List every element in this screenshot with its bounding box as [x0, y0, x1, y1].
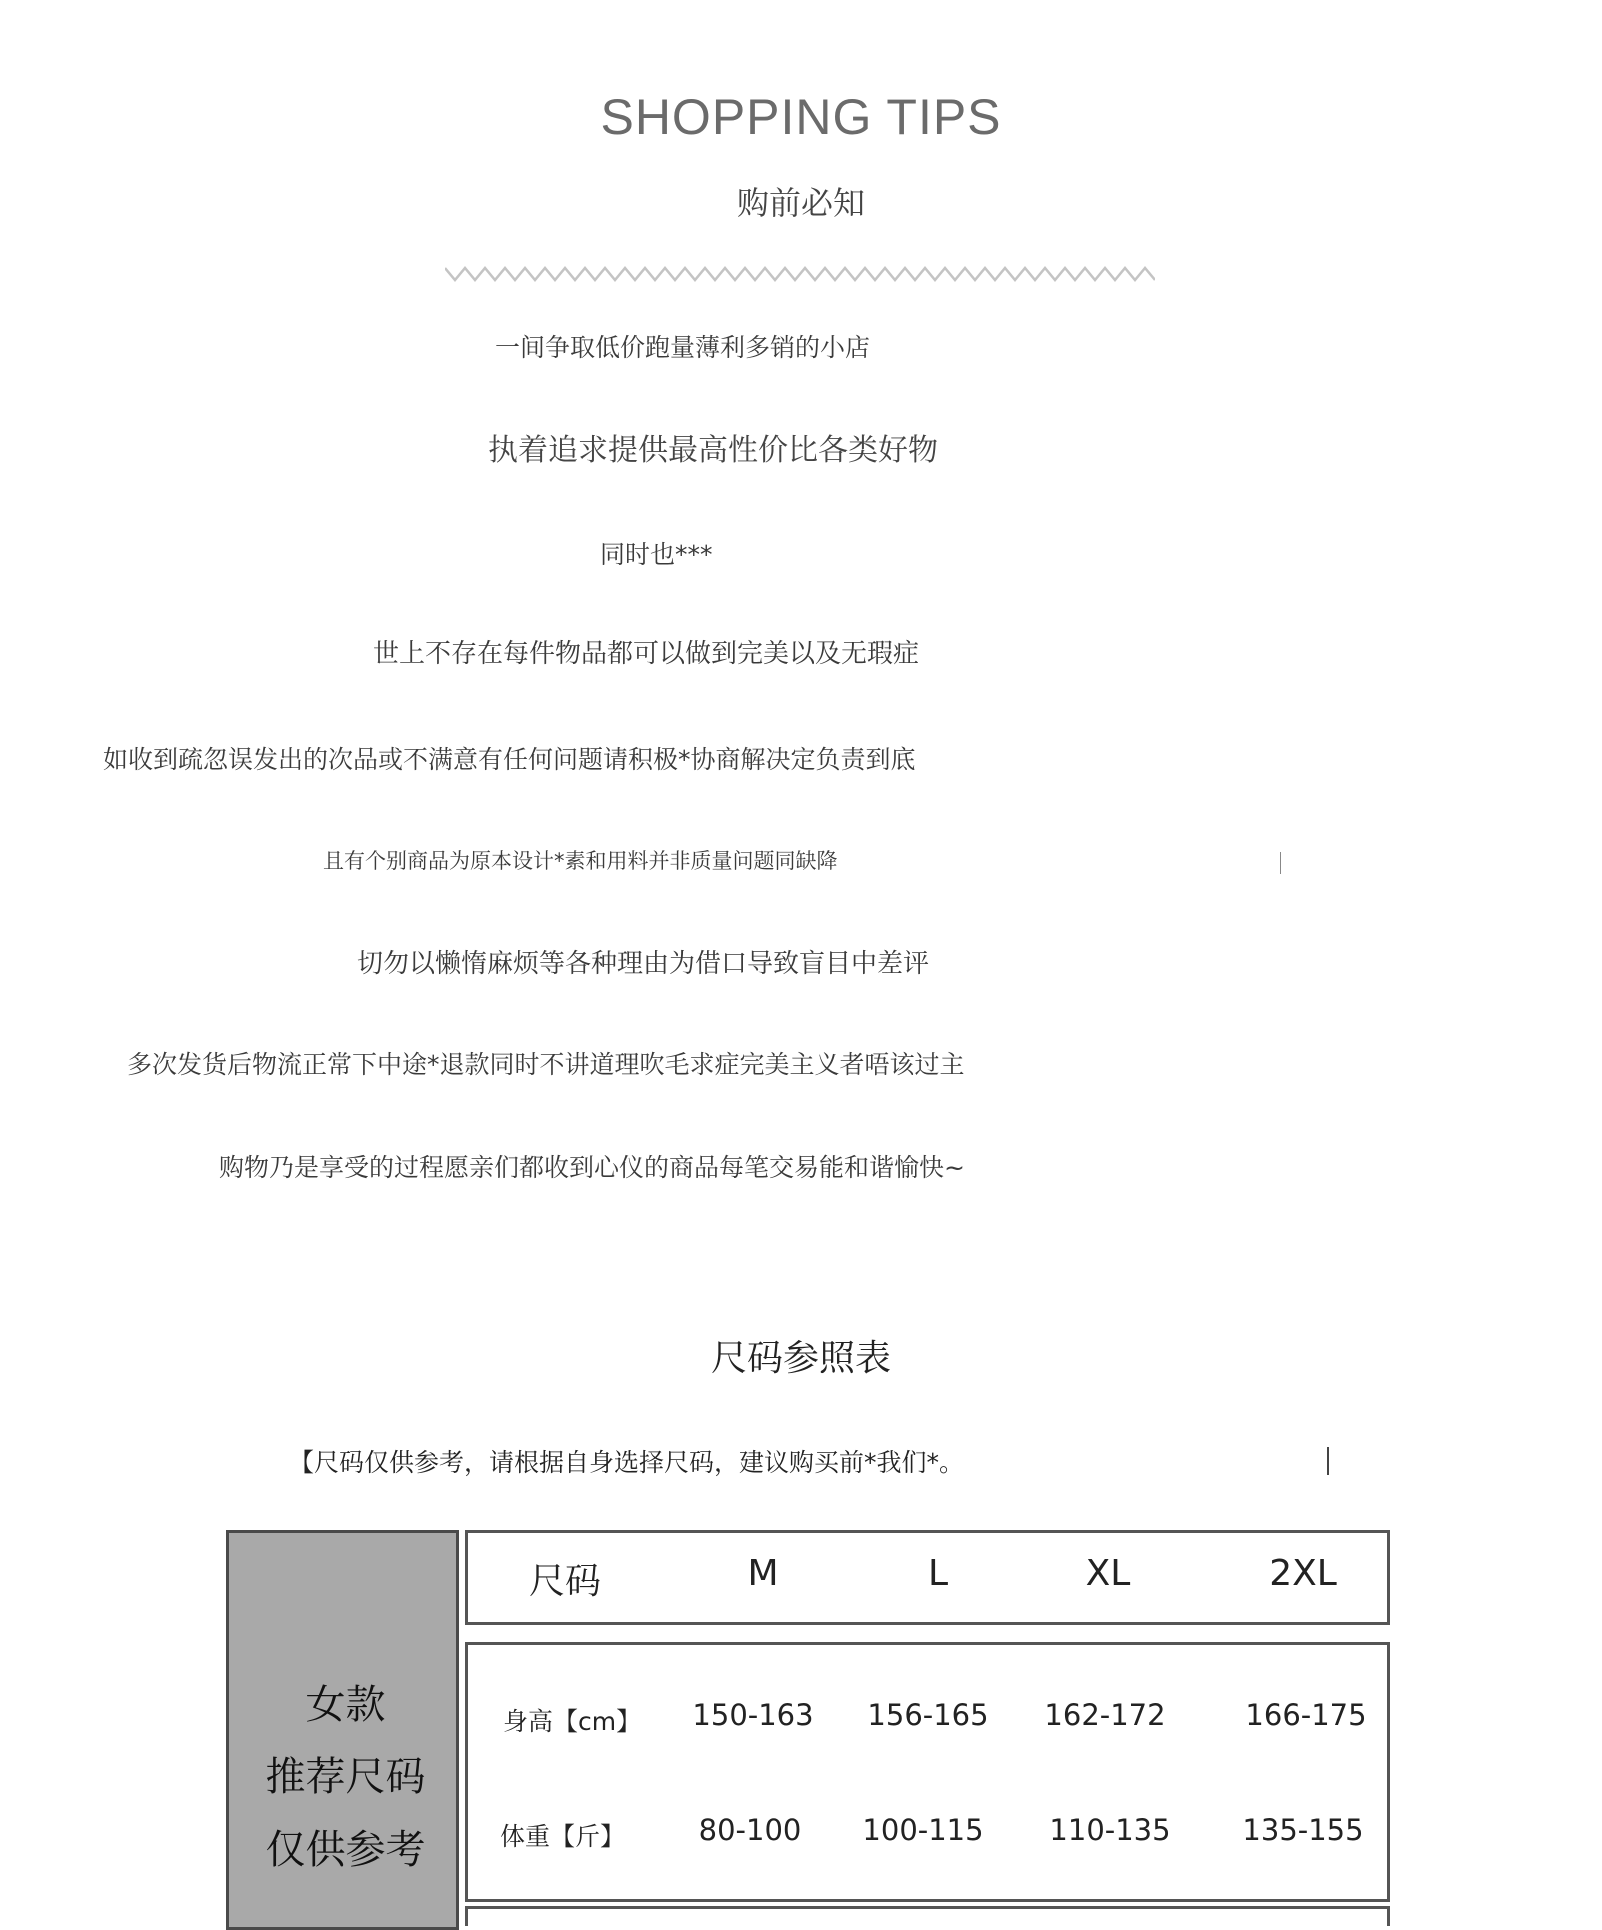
table-cell: 156-165 — [867, 1698, 989, 1732]
row-label-weight: 体重【斤】 — [500, 1822, 626, 1851]
tip-line: 同时也*** — [600, 540, 713, 569]
side-label: 仅供参考 — [265, 1827, 426, 1873]
page-subtitle: 购前必知 — [736, 184, 865, 222]
zigzag-divider — [445, 262, 1155, 288]
size-table-body — [465, 1642, 1390, 1902]
tip-line: 购物乃是享受的过程愿亲们都收到心仪的商品每笔交易能和谐愉快~ — [219, 1153, 965, 1182]
header-cell: L — [927, 1553, 949, 1594]
tip-line: 一间争取低价跑量薄利多销的小店 — [495, 333, 871, 362]
table-cell: 135-155 — [1242, 1813, 1364, 1847]
table-cell: 80-100 — [698, 1813, 802, 1847]
text-cursor-mark — [1327, 1447, 1329, 1475]
table-cell: 162-172 — [1044, 1698, 1166, 1732]
side-label: 女款 — [305, 1682, 386, 1728]
row-label-height: 身高【cm】 — [503, 1707, 642, 1736]
page-title: SHOPPING TIPS — [600, 89, 1002, 145]
header-cell-size: 尺码 — [528, 1561, 602, 1602]
size-chart-title: 尺码参照表 — [710, 1338, 891, 1379]
header-cell: XL — [1085, 1553, 1131, 1594]
table-cell: 150-163 — [692, 1698, 814, 1732]
tip-line: 且有个别商品为原本设计*素和用料并非质量问题同缺降 — [323, 849, 838, 873]
text-cursor-mark — [1280, 852, 1281, 874]
header-cell: 2XL — [1269, 1553, 1337, 1594]
tip-line: 如收到疏忽误发出的次品或不满意有任何问题请积极*协商解决定负责到底 — [103, 745, 916, 774]
tip-line: 世上不存在每件物品都可以做到完美以及无瑕症 — [373, 639, 920, 669]
header-cell: M — [747, 1553, 779, 1594]
size-table-side-panel — [226, 1530, 459, 1930]
tip-line: 执着追求提供最高性价比各类好物 — [488, 433, 938, 468]
table-cell: 100-115 — [862, 1813, 984, 1847]
side-label: 推荐尺码 — [265, 1754, 426, 1800]
size-table-next-section — [465, 1906, 1390, 1926]
tip-line: 切勿以懒惰麻烦等各种理由为借口导致盲目中差评 — [357, 949, 930, 979]
size-chart-note: 【尺码仅供参考，请根据自身选择尺码，建议购买前*我们*。 — [289, 1448, 965, 1477]
table-cell: 166-175 — [1245, 1698, 1367, 1732]
size-table-header — [465, 1530, 1390, 1625]
table-cell: 110-135 — [1049, 1813, 1171, 1847]
tip-line: 多次发货后物流正常下中途*退款同时不讲道理吹毛求症完美主义者唔该过主 — [127, 1050, 965, 1079]
